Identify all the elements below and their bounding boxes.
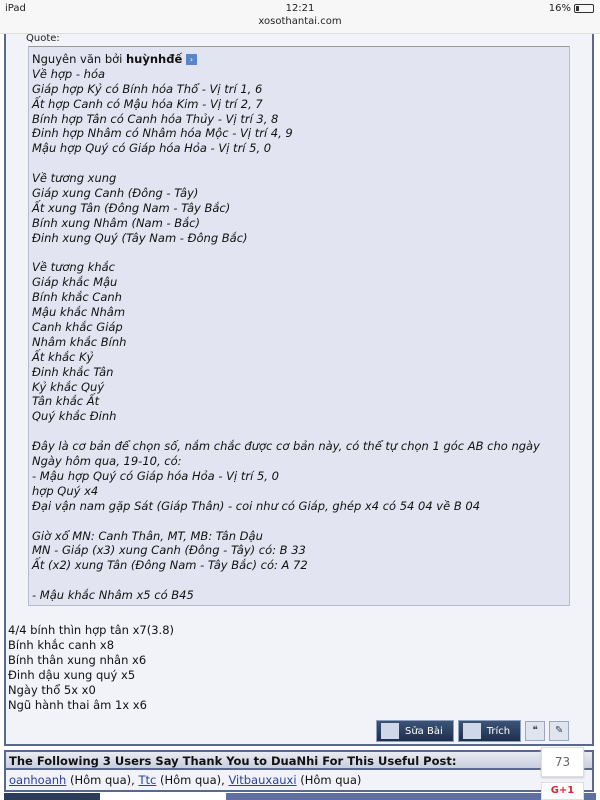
quote-line: Tân khắc Ất [32,394,100,409]
quick-reply-icon[interactable]: ✎ [549,721,569,741]
quote-line: Đinh xung Quý (Tây Nam - Đông Bắc) [32,230,248,245]
quote-line: Giáp hợp Kỷ có Bính hóa Thổ - Vị trí 1, 6 [32,81,263,96]
post-line: Ngày thổ 5x x0 [8,682,96,697]
post-actions [376,720,569,742]
quote-icon [463,723,481,739]
google-plus-button[interactable]: G+1 [541,782,584,800]
thanks-users: oanhoanh (Hôm qua), Ttc (Hôm qua), Vitbauxauxi (Hôm qua) [4,770,594,792]
quote-line [32,424,569,439]
quote-author: huỳnhđế [126,52,183,66]
quote-line: Ất (x2) xung Tân (Đông Nam - Tây Bắc) có: A 72 [32,558,308,573]
quote-line: - Mậu hợp Quý có Giáp hóa Hỏa - Vị trí 5, 0 [32,468,279,483]
edit-button[interactable] [376,720,454,742]
device-label: iPad [5,3,26,14]
battery-indicator [549,3,594,14]
user-link[interactable]: oanhoanh [9,773,67,787]
quote-line: Ất hợp Canh có Mậu hóa Kim - Vị trí 2, 7 [32,96,263,111]
quote-header [32,52,569,67]
view-post-icon[interactable]: › [186,54,197,65]
clock: 12:21 [285,3,315,14]
quote-line: Đại vận nam gặp Sát (Giáp Thân) - coi như có Giáp, ghép x4 có 54 04 về B 04 [32,498,481,513]
quote-line: Nhâm khắc Bính [32,334,127,349]
thanks-time: (Hôm qua) [300,773,362,787]
quote-line: hợp Quý x4 [32,483,99,498]
quote-line [32,573,569,588]
quote-line [32,156,569,171]
quote-line: Về hợp - hóa [32,66,106,81]
quote-prefix: Nguyên văn bởi [32,52,123,66]
quote-line: Đinh khắc Tân [32,364,114,379]
quote-box [28,46,570,606]
battery-percent: 16% [548,3,571,14]
quote-line: Bính xung Nhâm (Nam - Bắc) [32,215,200,230]
quote-line [32,246,569,261]
quote-button[interactable] [458,720,521,742]
thanks-header: The Following 3 Users Say Thank You to DuaNhi For This Useful Post: [4,750,594,770]
quote-label: Quote: [26,33,60,44]
quote-line: Đây là cơ bản để chọn số, nắm chắc được cơ bản này, có thể tự chọn 1 góc AB cho ngày [32,439,540,454]
quote-line: Quý khắc Đinh [32,409,117,424]
post-line: Bính thân xung nhân x6 [8,652,147,667]
quote-line: Bính khắc Canh [32,290,122,305]
quote-line: Mậu khắc Nhâm [32,305,126,320]
multi-quote-icon[interactable]: ❝ [525,721,545,741]
quote-line [32,514,569,529]
quote-line: Giáp khắc Mậu [32,275,118,290]
quote-line: Bính hợp Tân có Canh hóa Thủy - Vị trí 3, 8 [32,111,279,126]
edit-icon [381,723,399,739]
post-body [8,623,174,712]
quote-line: Về tương xung [32,171,117,186]
quote-line: Ất khắc Kỷ [32,349,94,364]
url-bar[interactable]: xosothantai.com [258,16,342,27]
post-line: Bính khắc canh x8 [8,637,115,652]
bottom-nav [0,793,600,800]
quote-line: Về tương khắc [32,260,115,275]
quote-line: Giờ xổ MN: Canh Thân, MT, MB: Tân Dậu [32,528,263,543]
quote-line: Ngày hôm qua, 19-10, có: [32,454,182,469]
quote-btn-label: Trích [486,725,511,737]
edit-label: Sửa Bài [405,725,443,737]
user-link[interactable]: Vitbauxauxi [228,773,297,787]
thanks-time: (Hôm qua) [69,773,132,787]
share-count: 73 [541,747,584,777]
ios-status-bar [0,0,600,34]
thanks-time: (Hôm qua) [159,773,222,787]
quote-line: Giáp xung Canh (Đông - Tây) [32,186,199,201]
quote-line: Mậu hợp Quý có Giáp hóa Hỏa - Vị trí 5, 0 [32,141,272,156]
post-line: Đinh dậu xung quý x5 [8,667,136,682]
battery-icon [574,4,594,13]
quote-line: Canh khắc Giáp [32,320,123,335]
quote-line: Đinh hợp Nhâm có Nhâm hóa Mộc - Vị trí 4, 9 [32,126,293,141]
quote-line: Kỷ khắc Quý [32,379,105,394]
quote-line: - Mậu khắc Nhâm x5 có B45 [32,588,194,603]
user-link[interactable]: Ttc [138,773,157,787]
quote-line: MN - Giáp (x3) xung Canh (Đông - Tây) có: B 33 [32,543,306,558]
post-line: 4/4 bính thìn hợp tân x7(3.8) [8,623,174,637]
quote-line: Ất xung Tân (Đông Nam - Tây Bắc) [32,200,231,215]
post-line: Ngũ hành thai âm 1x x6 [8,697,147,712]
